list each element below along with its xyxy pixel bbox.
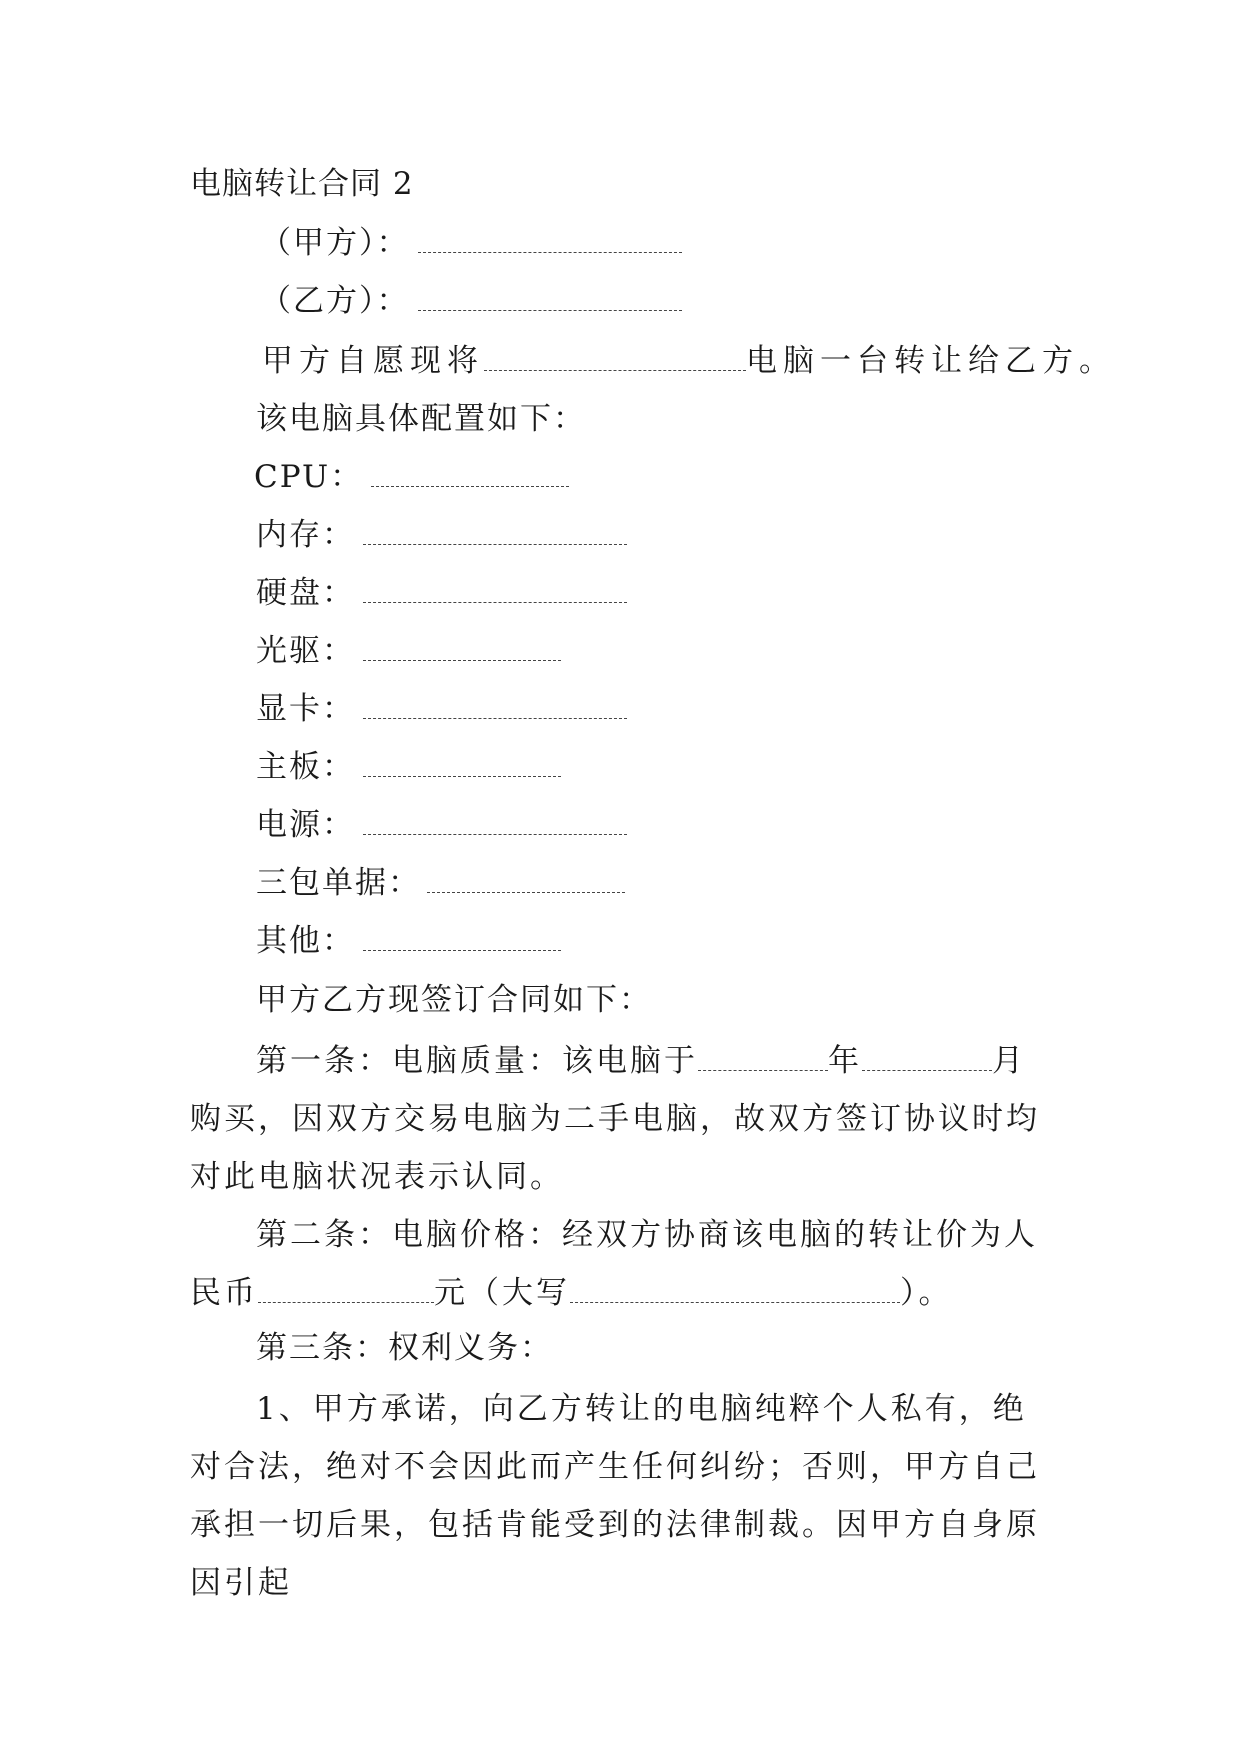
config-hdd xyxy=(256,575,627,611)
article-3-heading: 第三条：权利义务： xyxy=(256,1330,553,1366)
clause-1: 1、甲方承诺，向乙方转让的电脑纯粹个人私有，绝对合法，绝对不会因此而产生任何纠纷；否则，甲方自己承担一切后果，包括肯能受到的法律制裁。因甲方自身原因引起 xyxy=(190,1391,1040,1601)
article-2 xyxy=(190,1206,1050,1322)
article-2-before: 第二条：电脑价格：经双方协商该电脑的转让价为人民币 xyxy=(190,1217,1038,1311)
optical-label: 光驱： xyxy=(256,633,355,669)
config-motherboard xyxy=(256,749,561,785)
intro-line xyxy=(262,343,1116,379)
document-title: 电脑转让合同 2 xyxy=(190,166,414,202)
config-heading: 该电脑具体配置如下： xyxy=(256,401,586,437)
warranty-label: 三包单据： xyxy=(256,865,421,901)
hdd-label: 硬盘： xyxy=(256,575,355,611)
article-1-after: 买，因双方交易电脑为二手电脑，故双方签订协议时均对此电脑状况表示认同。 xyxy=(190,1101,1040,1195)
memory-blank[interactable] xyxy=(363,518,627,545)
price-blank[interactable] xyxy=(258,1276,434,1303)
motherboard-blank[interactable] xyxy=(363,750,561,777)
price-uppercase-blank[interactable] xyxy=(570,1276,900,1303)
sign-heading: 甲方乙方现签订合同如下： xyxy=(256,982,652,1018)
party-a-line xyxy=(260,225,682,261)
config-cpu xyxy=(254,459,569,495)
article-1-month: 月购 xyxy=(190,1043,1026,1137)
hdd-blank[interactable] xyxy=(363,576,627,603)
other-label: 其他： xyxy=(256,923,355,959)
other-blank[interactable] xyxy=(363,924,561,951)
party-b-label: （乙方）： xyxy=(260,283,410,319)
party-b-blank[interactable] xyxy=(418,284,682,311)
memory-label: 内存： xyxy=(256,517,355,553)
motherboard-label: 主板： xyxy=(256,749,355,785)
psu-blank[interactable] xyxy=(363,808,627,835)
psu-label: 电源： xyxy=(256,807,355,843)
gpu-label: 显卡： xyxy=(256,691,355,727)
cpu-blank[interactable] xyxy=(371,460,569,487)
config-psu xyxy=(256,807,627,843)
party-a-blank[interactable] xyxy=(418,226,682,253)
purchase-month-blank[interactable] xyxy=(862,1044,992,1071)
purchase-year-blank[interactable] xyxy=(698,1044,828,1071)
intro-after: 电脑一台转让给乙方。 xyxy=(746,343,1116,379)
article-2-after: ）。 xyxy=(900,1275,953,1311)
gpu-blank[interactable] xyxy=(363,692,627,719)
party-a-label: （甲方）： xyxy=(260,225,410,261)
config-memory xyxy=(256,517,627,553)
config-other xyxy=(256,923,561,959)
intro-before: 甲方自愿现将 xyxy=(262,343,484,379)
article-2-yuan: 元（大写 xyxy=(434,1275,570,1311)
config-warranty xyxy=(256,865,625,901)
config-gpu xyxy=(256,691,627,727)
warranty-blank[interactable] xyxy=(427,866,625,893)
party-b-line xyxy=(260,283,682,319)
config-optical xyxy=(256,633,561,669)
computer-model-blank[interactable] xyxy=(484,344,746,371)
cpu-label: CPU： xyxy=(254,459,364,495)
article-1 xyxy=(190,1032,1050,1206)
article-1-before: 第一条：电脑质量：该电脑于 xyxy=(256,1043,698,1079)
article-1-year: 年 xyxy=(828,1043,862,1079)
optical-blank[interactable] xyxy=(363,634,561,661)
